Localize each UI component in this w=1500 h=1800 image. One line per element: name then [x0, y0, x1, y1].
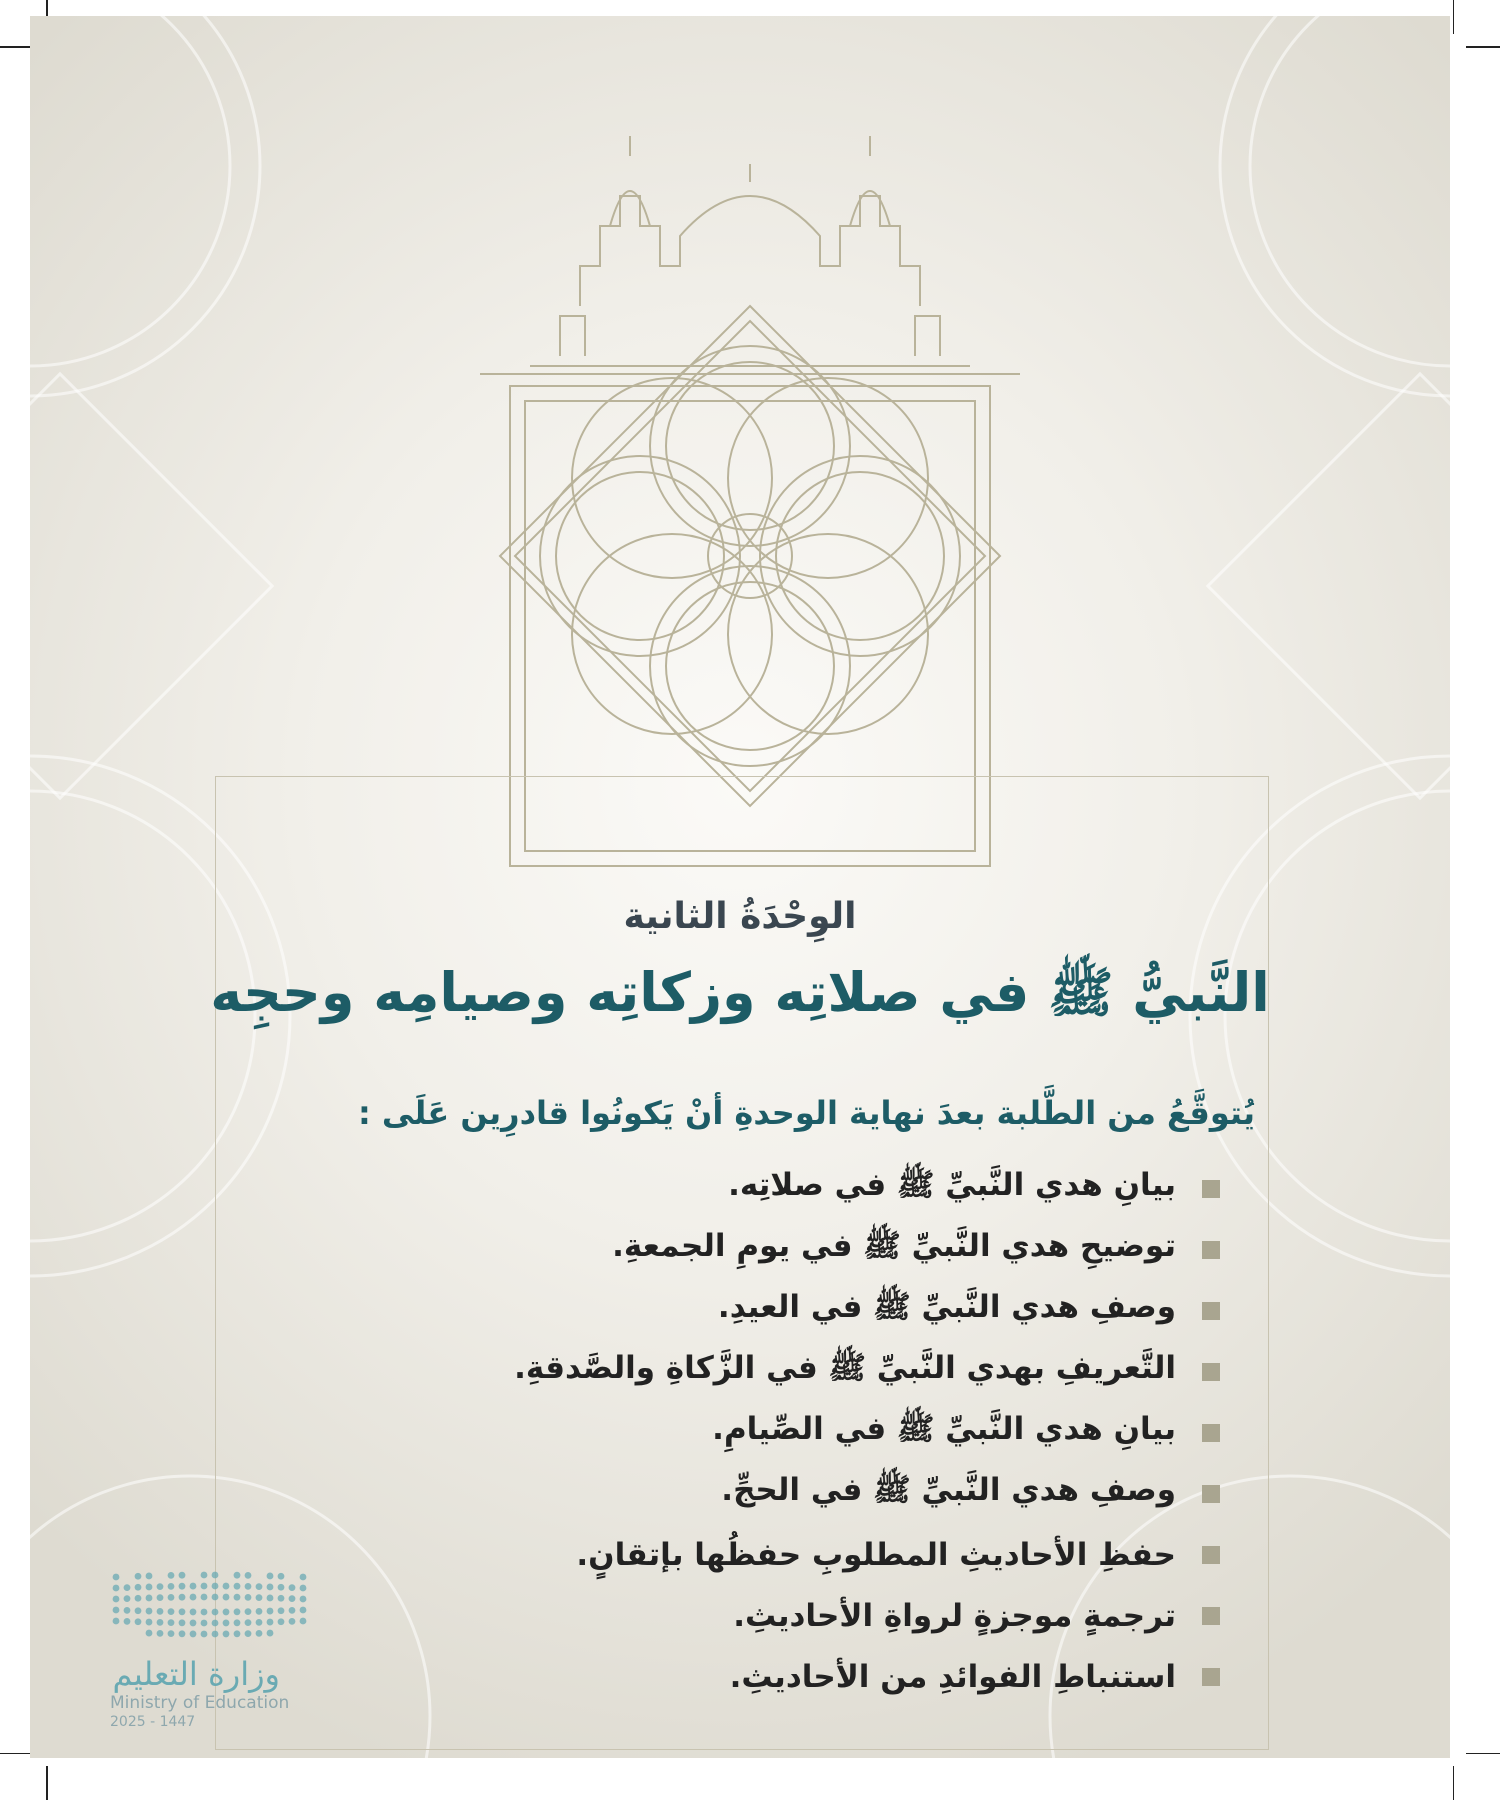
ministry-logo-dots-icon	[110, 1571, 310, 1641]
crop-mark	[0, 1753, 34, 1755]
objective-text: التَّعريفِ بهدي النَّبيِّ ﷺ في الزَّكاةِ والصَّدقةِ.	[514, 1350, 1176, 1386]
bullet-square-icon	[1202, 1302, 1220, 1320]
crop-mark	[1466, 1753, 1500, 1755]
objective-text: استنباطِ الفوائدِ من الأحاديثِ.	[729, 1658, 1176, 1695]
crop-mark	[46, 1766, 48, 1800]
unit-title: النَّبيُّ ﷺ في صلاتِه وزكاتِه وصيامِه وحجِه	[210, 961, 1270, 1024]
objective-text: توضيحِ هدي النَّبيِّ ﷺ في يومِ الجمعةِ.	[612, 1228, 1176, 1264]
objective-item	[280, 1158, 1220, 1219]
objective-text: حفظِ الأحاديثِ المطلوبِ حفظُها بإتقانٍ.	[576, 1536, 1176, 1573]
bullet-square-icon	[1202, 1363, 1220, 1381]
objective-item	[280, 1341, 1220, 1402]
logo-year-text: 2025 - 1447	[110, 1714, 196, 1730]
unit-cover-page	[30, 16, 1450, 1758]
bullet-square-icon	[1202, 1546, 1220, 1564]
objective-text: وصفِ هدي النَّبيِّ ﷺ في العيدِ.	[717, 1289, 1176, 1325]
bullet-square-icon	[1202, 1607, 1220, 1625]
objective-item	[280, 1524, 1220, 1585]
objective-text: وصفِ هدي النَّبيِّ ﷺ في الحجِّ.	[721, 1472, 1176, 1508]
objectives-list	[280, 1158, 1220, 1707]
crop-mark	[0, 46, 34, 48]
bullet-square-icon	[1202, 1668, 1220, 1686]
objective-text: بيانِ هدي النَّبيِّ ﷺ في الصِّيامِ.	[712, 1411, 1176, 1447]
objective-text: ترجمةٍ موجزةٍ لرواةِ الأحاديثِ.	[733, 1597, 1176, 1634]
crop-mark	[1466, 46, 1500, 48]
objective-item	[280, 1402, 1220, 1463]
bullet-square-icon	[1202, 1424, 1220, 1442]
objectives-intro: يُتوقَّعُ من الطَّلبة بعدَ نهاية الوحدةِ أنْ يَكونُوا قادرِين عَلَى :	[357, 1094, 1255, 1132]
objective-item	[280, 1646, 1220, 1707]
unit-label: الوِحْدَةُ الثانية	[623, 896, 857, 937]
objective-item	[280, 1463, 1220, 1524]
objective-text: بيانِ هدي النَّبيِّ ﷺ في صلاتِه.	[728, 1167, 1176, 1203]
ministry-of-education-logo	[110, 1571, 330, 1730]
objective-item	[280, 1280, 1220, 1341]
objective-item	[280, 1219, 1220, 1280]
logo-english-text: Ministry of Education	[110, 1693, 290, 1713]
bullet-square-icon	[1202, 1180, 1220, 1198]
bullet-square-icon	[1202, 1485, 1220, 1503]
logo-arabic-text: وزارة التعليم	[112, 1655, 280, 1693]
crop-mark	[1453, 1766, 1455, 1800]
objective-item	[280, 1585, 1220, 1646]
crop-mark	[1453, 0, 1455, 34]
bullet-square-icon	[1202, 1241, 1220, 1259]
